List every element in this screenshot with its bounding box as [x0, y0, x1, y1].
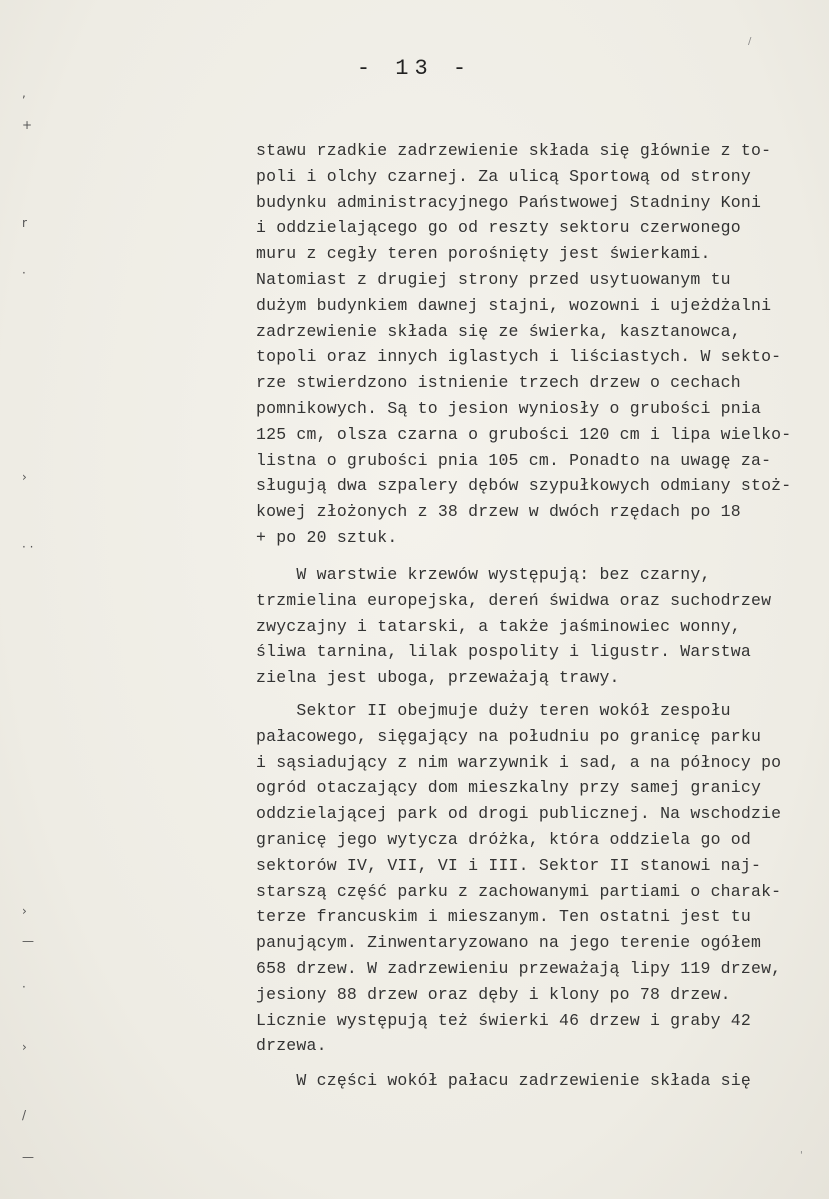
paragraph-1	[256, 138, 796, 551]
text-line: 125 cm, olsza czarna o grubości 120 cm i lipa wielko-	[256, 424, 792, 444]
text-line: muru z cegły teren porośnięty jest świerkami.	[256, 244, 711, 264]
margin-mark: ·	[22, 980, 26, 994]
text-line: i sąsiadujący z nim warzywnik i sad, a na północy po	[256, 752, 782, 772]
margin-mark: +	[22, 118, 33, 132]
text-line: ogród otaczający dom mieszkalny przy samej granicy	[256, 778, 762, 798]
margin-mark: —	[22, 934, 34, 948]
text-line: Natomiast z drugiej strony przed usytuowanym tu	[256, 269, 731, 289]
text-line: W części wokół pałacu zadrzewienie składa się	[256, 1071, 751, 1090]
text-line: Sektor II obejmuje duży teren wokół zespołu	[256, 701, 731, 720]
margin-mark: ›	[22, 470, 27, 484]
text-line: + po 20 sztuk.	[256, 527, 398, 547]
text-line: rze stwierdzono istnienie trzech drzew o cechach	[256, 373, 741, 393]
margin-mark: /	[22, 1108, 27, 1122]
text-line: śliwa tarnina, lilak pospolity i ligustr. Warstwa	[256, 642, 751, 662]
margin-mark: ›	[22, 1040, 27, 1054]
margin-mark: r	[22, 216, 27, 230]
text-line: granicę jego wytycza dróżka, która oddziela go od	[256, 829, 751, 849]
text-line: stawu rzadkie zadrzewienie składa się głównie z to-	[256, 141, 772, 160]
margin-mark: ›	[22, 904, 27, 918]
text-line: trzmielina europejska, dereń świdwa oraz suchodrzew	[256, 590, 772, 610]
text-line: sektorów IV, VII, VI i III. Sektor II stanowi naj-	[256, 855, 762, 875]
paragraph-4	[256, 1068, 796, 1094]
paragraph-2	[256, 562, 796, 691]
text-line: panującym. Zinwentaryzowano na jego terenie ogółem	[256, 933, 762, 953]
text-line: 658 drzew. W zadrzewieniu przeważają lipy 119 drzew,	[256, 958, 782, 978]
text-line: poli i olchy czarnej. Za ulicą Sportową od strony	[256, 166, 751, 186]
margin-mark: —	[22, 1150, 34, 1164]
text-line: drzewa.	[256, 1036, 327, 1056]
text-line: topoli oraz innych iglastych i liściastych. W sekto-	[256, 347, 782, 367]
scan-mark: '	[800, 1150, 803, 1161]
text-line: pałacowego, sięgający na południu po granicę parku	[256, 726, 762, 746]
scan-mark: /	[748, 36, 752, 47]
margin-mark: ,	[22, 86, 26, 100]
text-line: kowej złożonych z 38 drzew w dwóch rzędach po 18	[256, 502, 741, 522]
text-line: budynku administracyjnego Państwowej Stadniny Koni	[256, 192, 762, 212]
text-line: jesiony 88 drzew oraz dęby i klony po 78 drzew.	[256, 984, 731, 1004]
margin-mark: ·	[22, 266, 26, 280]
text-line: W warstwie krzewów występują: bez czarny,	[256, 565, 711, 584]
margin-mark: · ·	[22, 540, 34, 554]
paragraph-3	[256, 698, 796, 1059]
text-line: zwyczajny i tatarski, a także jaśminowiec wonny,	[256, 616, 741, 636]
page-number: - 13 -	[356, 56, 473, 81]
text-line: dużym budynkiem dawnej stajni, wozowni i ujeżdżalni	[256, 295, 772, 315]
text-line: Licznie występują też świerki 46 drzew i graby 42	[256, 1010, 751, 1030]
text-line: starszą część parku z zachowanymi partiami o charak-	[256, 881, 782, 901]
text-line: zadrzewienie składa się ze świerka, kasztanowca,	[256, 321, 741, 341]
text-line: oddzielającej park od drogi publicznej. Na wschodzie	[256, 804, 782, 824]
text-line: terze francuskim i mieszanym. Ten ostatni jest tu	[256, 907, 751, 927]
text-line: sługują dwa szpalery dębów szypułkowych odmiany stoż-	[256, 476, 792, 496]
text-line: i oddzielającego go od reszty sektoru czerwonego	[256, 218, 741, 238]
text-line: listna o grubości pnia 105 cm. Ponadto na uwagę za-	[256, 450, 772, 470]
text-line: pomnikowych. Są to jesion wyniosły o grubości pnia	[256, 398, 762, 418]
text-line: zielna jest uboga, przeważają trawy.	[256, 668, 620, 688]
